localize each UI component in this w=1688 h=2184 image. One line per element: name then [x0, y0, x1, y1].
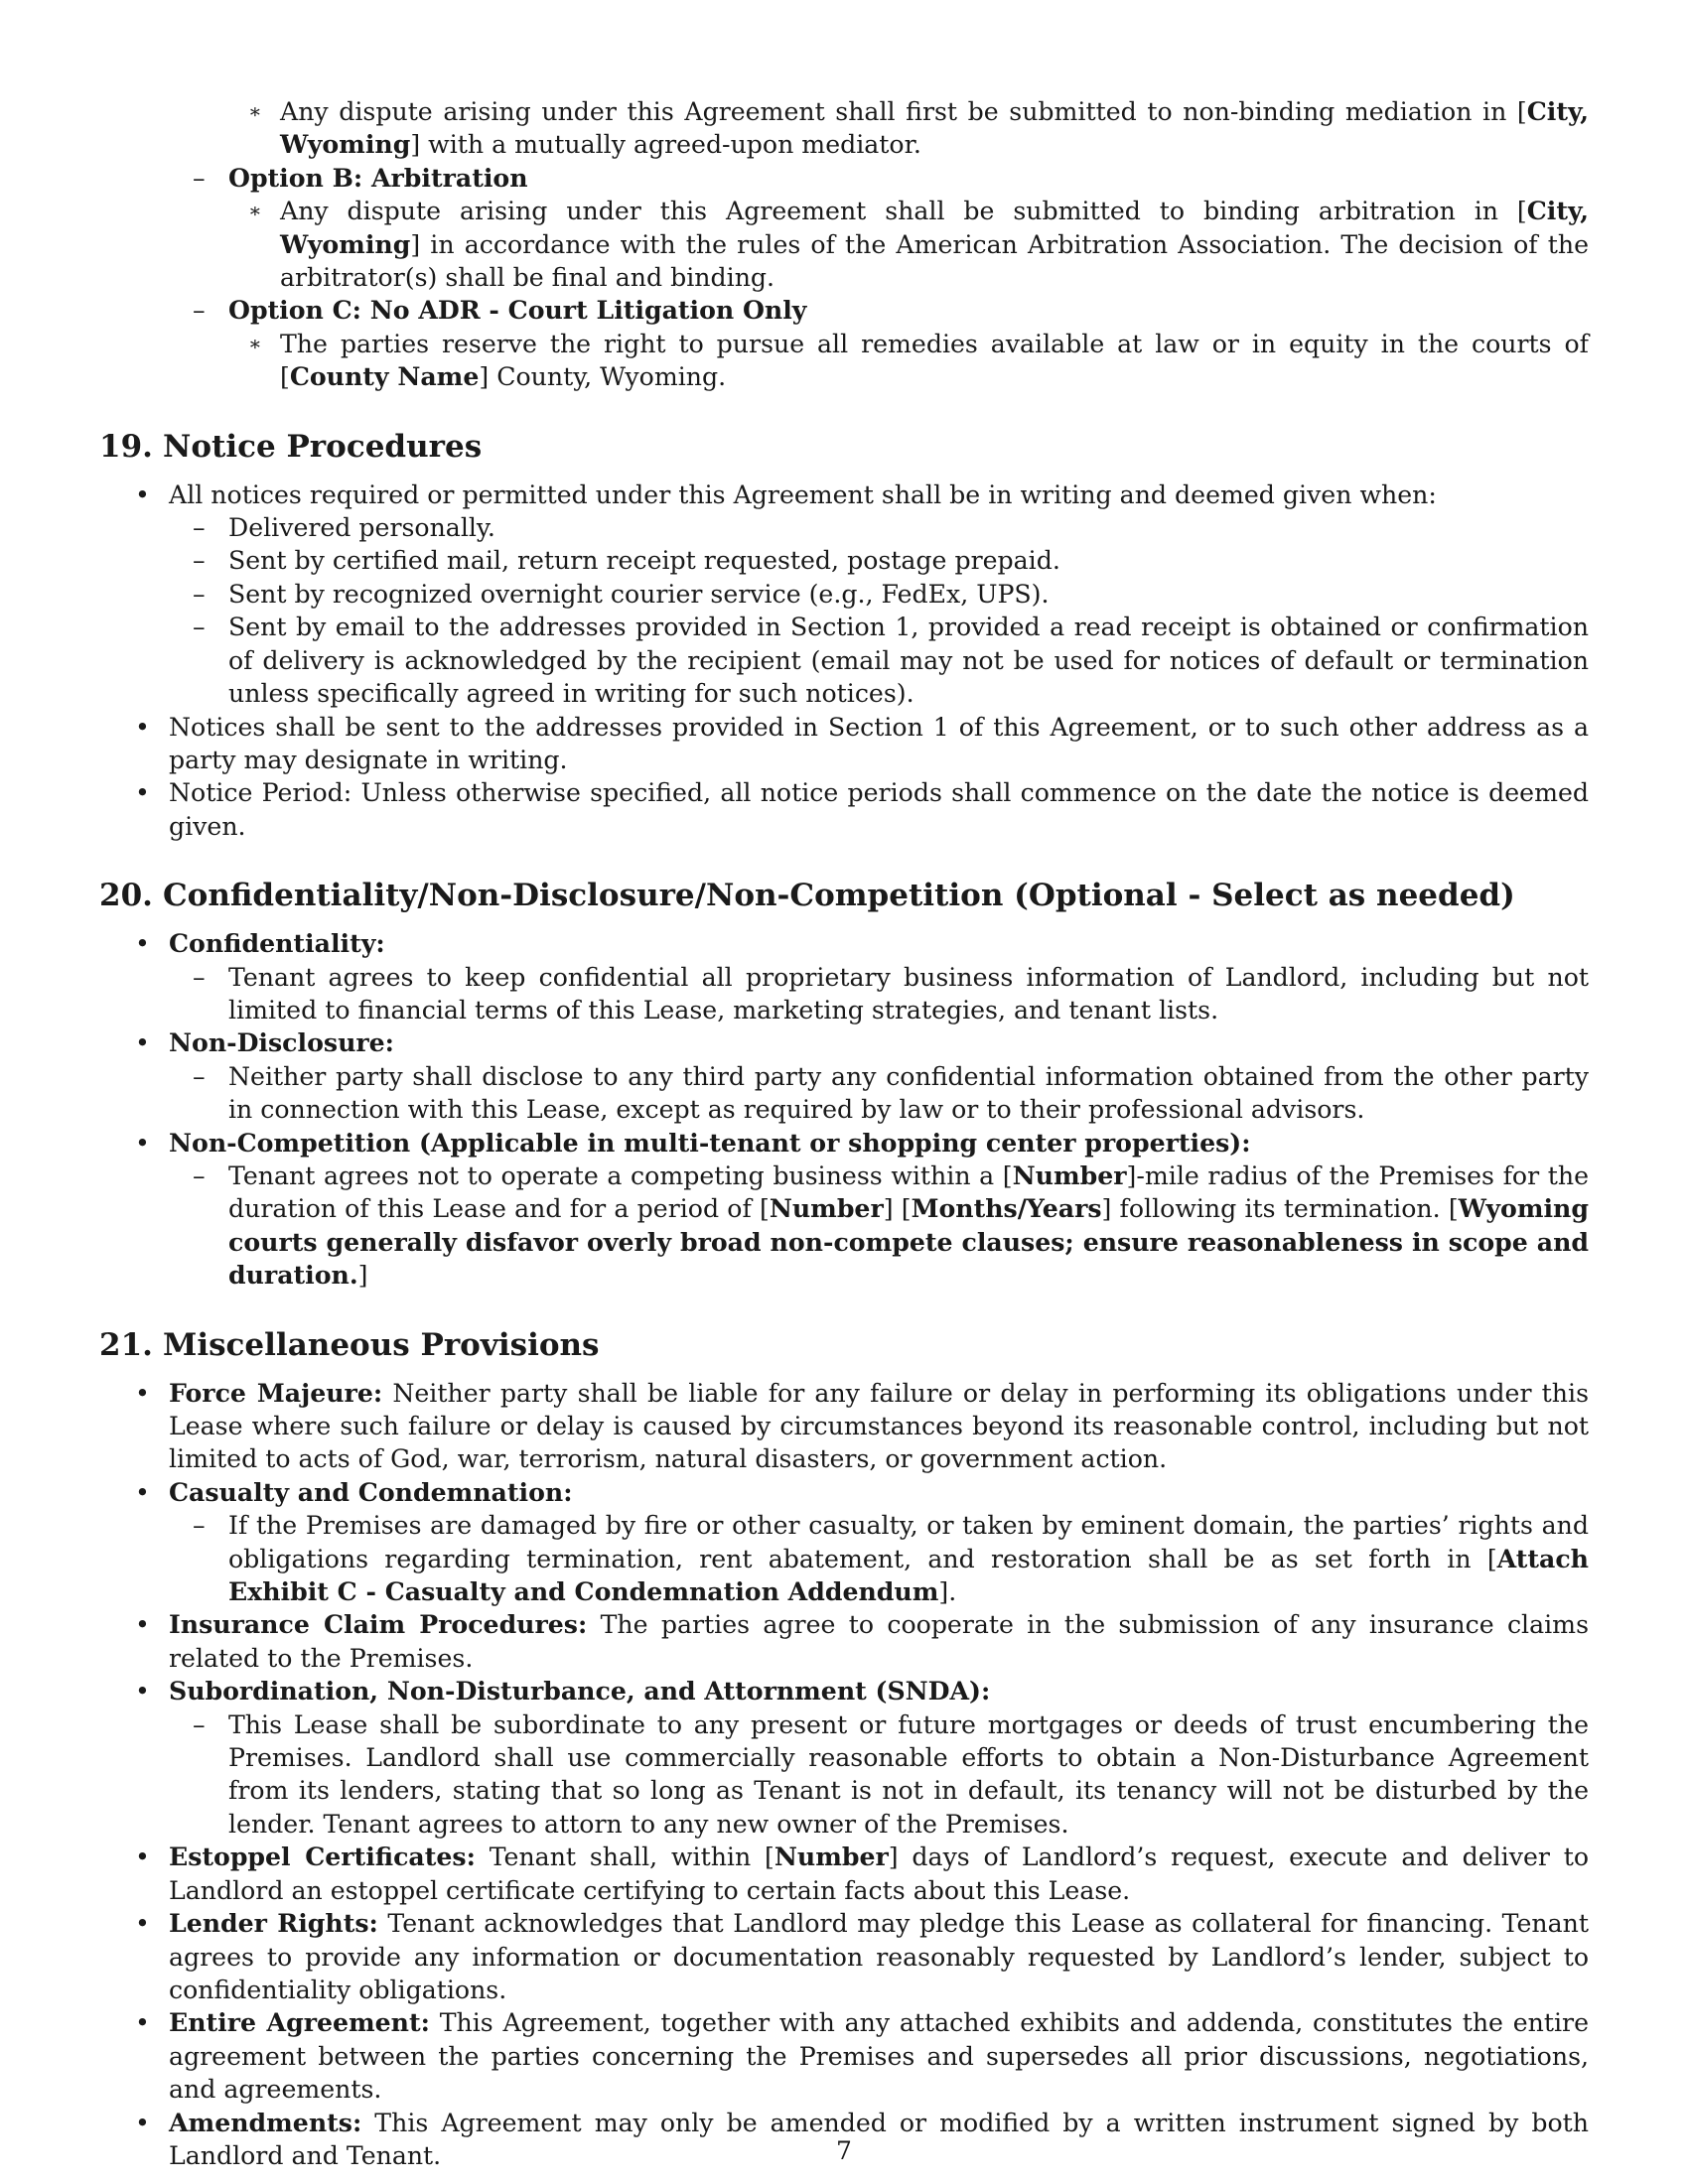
list-item: • Amendments: This Agreement may only be amended or modified by a written instrument signed by both Landlord and Tenant. [135, 2107, 1589, 2170]
list-item: – Delivered personally. [99, 511, 1589, 544]
list-item: – Sent by email to the addresses provided in Section 1, provided a read receipt is obtained or confirmation of delivery is acknowledged by the recipient (email may not be used for notices of default or termination unless specifically agreed in writing for such notices). [193, 613, 1589, 709]
dash-bullet-icon: – [193, 579, 206, 609]
bullet-icon: • [135, 1128, 150, 1158]
list-item: • Estoppel Certificates: Tenant shall, within [Number] days of Landlord’s request, execute and deliver to Landlord an estoppel certificate certifying to certain facts about this Lease. [135, 1842, 1589, 1905]
list-item: – This Lease shall be subordinate to any present or future mortgages or deeds of trust encumbering the Premises. Landlord shall use commercially reasonable efforts to obtain a Non-Disturbance Agreement from its lenders, stating that so long as Tenant is not in default, its tenancy will not be disturbed by the lender. Tenant agrees to attorn to any new owner of the Premises. [193, 1709, 1589, 1839]
bullet-icon: • [135, 1477, 150, 1507]
bullet-icon: • [135, 1610, 150, 1640]
list-item: • Subordination, Non-Disturbance, and Attornment (SNDA): [99, 1675, 1589, 1707]
section-heading-20: 20. Confidentiality/Non-Disclosure/Non-Competition (Optional - Select as needed) [99, 878, 1515, 914]
bullet-icon: • [135, 929, 150, 959]
dash-bullet-icon: – [193, 513, 206, 543]
bullet-icon: • [135, 1843, 150, 1872]
list-item: • Lender Rights: Tenant acknowledges that Landlord may pledge this Lease as collateral for financing. Tenant agrees to provide any information or documentation reasonably requested by Landlord’s lender, subject to confidentiality obligations. [135, 1908, 1589, 2004]
list-item: ∗ Any dispute arising under this Agreement shall first be submitted to non-binding mediation in [City, Wyoming] with a mutually agreed-upon mediator. [248, 96, 1589, 160]
bullet-icon: • [135, 1677, 150, 1706]
bullet-icon: • [135, 479, 150, 509]
list-item: • All notices required or permitted under this Agreement shall be in writing and deemed given when: [99, 478, 1589, 511]
dash-bullet-icon: – [193, 1160, 206, 1190]
list-item: – Tenant agrees to keep confidential all proprietary business information of Landlord, including but not limited to financial terms of this Lease, marketing strategies, and tenant lists. [193, 962, 1589, 1024]
dash-bullet-icon: – [193, 163, 206, 193]
list-item: • Confidentiality: [99, 927, 1589, 960]
list-item: – Tenant agrees not to operate a competing business within a [Number]-mile radius of the Premises for the duration of this Lease and for a period of [Number] [Months/Years] following its termination. [Wyoming courts generally disfavor overly broad non-compete clauses; ensure reasonableness in scope and duration.] [193, 1160, 1589, 1291]
option-b-label: Option B: Arbitration [228, 162, 528, 193]
section-heading-21: 21. Miscellaneous Provisions [99, 1326, 600, 1363]
option-c-label: Option C: No ADR - Court Litigation Only [228, 295, 807, 326]
star-bullet-icon: ∗ [248, 199, 262, 223]
dash-bullet-icon: – [193, 1061, 206, 1091]
document-page [99, 95, 1589, 2172]
list-item: • Force Majeure: Neither party shall be liable for any failure or delay in performing its obligations under this Lease where such failure or delay is caused by circumstances beyond its reasonable control, including but not limited to acts of God, war, terrorism, natural disasters, or government action. [135, 1377, 1590, 1474]
list-item: • Notices shall be sent to the addresses provided in Section 1 of this Agreement, or to such other address as a party may designate in writing. [135, 712, 1589, 774]
bullet-icon: • [135, 1378, 150, 1408]
dash-bullet-icon: – [193, 613, 206, 642]
bullet-icon: • [135, 2108, 150, 2137]
star-bullet-icon: ∗ [248, 331, 262, 355]
list-item: – Sent by recognized overnight courier service (e.g., FedEx, UPS). [99, 578, 1589, 611]
list-item: – If the Premises are damaged by fire or other casualty, or taken by eminent domain, the parties’ rights and obligations regarding termination, rent abatement, and restoration shall be as set forth in [Attach Exhibit C - Casualty and Condemnation Addendum]. [193, 1511, 1589, 1607]
list-item: • Casualty and Condemnation: [99, 1476, 1589, 1509]
list-item: – Sent by certified mail, return receipt requested, postage prepaid. [99, 544, 1589, 577]
page-number: 7 [836, 2136, 852, 2165]
dash-bullet-icon: – [193, 296, 206, 326]
bullet-icon: • [135, 1909, 150, 1939]
bullet-icon: • [135, 712, 150, 742]
list-item: • Insurance Claim Procedures: The parties agree to cooperate in the submission of any insurance claims related to the Premises. [135, 1609, 1589, 1673]
section-heading-19: 19. Notice Procedures [99, 428, 483, 465]
list-item: ∗ Any dispute arising under this Agreement shall be submitted to binding arbitration in [City, Wyoming] in accordance with the rules of the American Arbitration Association. The decision of the arbitrator(s) shall be final and binding. [248, 196, 1589, 293]
list-item [99, 162, 1589, 195]
star-bullet-icon: ∗ [248, 99, 262, 123]
list-item: – Neither party shall disclose to any third party any confidential information obtained from the other party in connection with this Lease, except as required by law or to their professional advisors. [193, 1061, 1589, 1125]
dash-bullet-icon: – [193, 546, 206, 576]
dash-bullet-icon: – [193, 962, 206, 992]
list-item: • Notice Period: Unless otherwise specified, all notice periods shall commence on the date the notice is deemed given. [135, 778, 1589, 841]
list-item: ∗ The parties reserve the right to pursue all remedies available at law or in equity in the courts of [County Name] County, Wyoming. [248, 329, 1589, 392]
bullet-icon: • [135, 2008, 150, 2038]
list-item: • Non-Competition (Applicable in multi-tenant or shopping center properties): [99, 1127, 1589, 1160]
bullet-icon: • [135, 1028, 150, 1058]
list-item: • Entire Agreement: This Agreement, together with any attached exhibits and addenda, constitutes the entire agreement between the parties concerning the Premises and supersedes all prior discussions, negotiations, and agreements. [135, 2007, 1589, 2105]
dash-bullet-icon: – [193, 1709, 206, 1739]
list-item: • Non-Disclosure: [99, 1026, 1589, 1059]
bullet-icon: • [135, 778, 150, 808]
list-item [99, 294, 1589, 327]
dash-bullet-icon: – [193, 1511, 206, 1541]
